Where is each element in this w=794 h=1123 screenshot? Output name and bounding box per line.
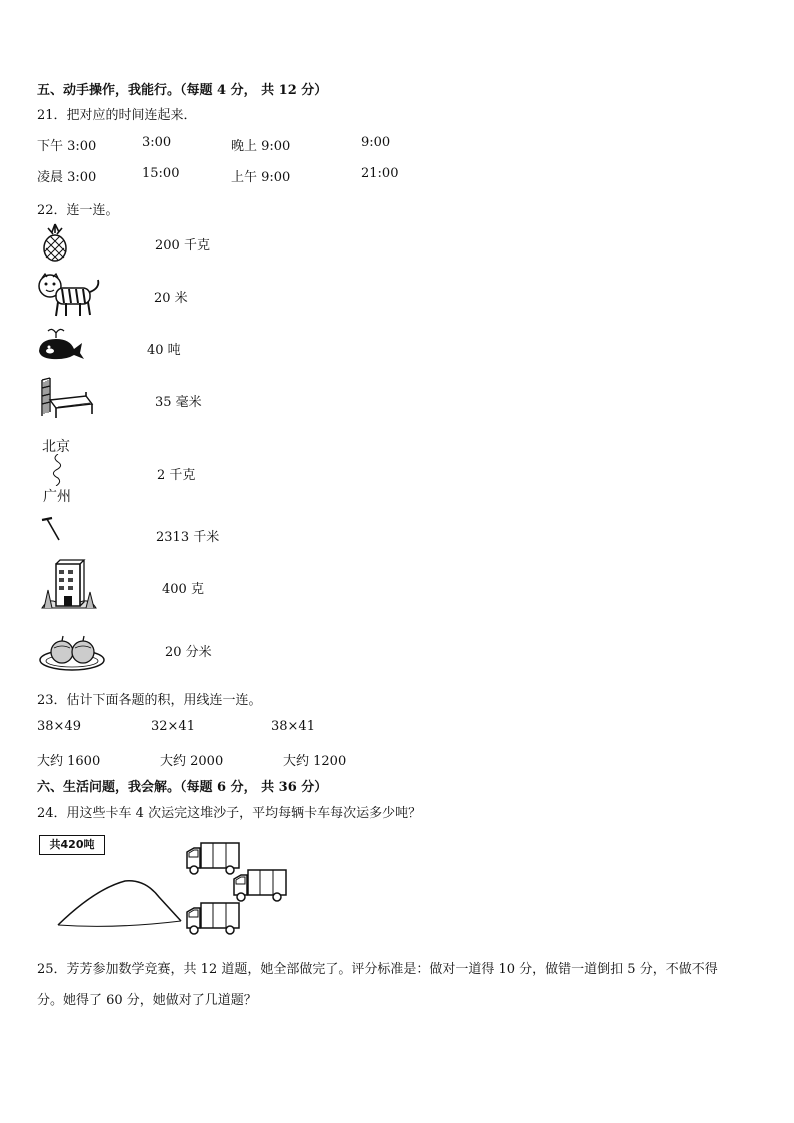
- sand-pile-icon: [55, 875, 185, 930]
- apples-plate-icon: [38, 630, 108, 672]
- q21-r1-c4: 9:00: [361, 135, 391, 150]
- q25-line-1: 25．芳芳参加数学竞赛，共 12 道题，她全部做完了。评分标准是：做对一道得 10 分，做错一道倒扣 5 分，不做不得: [37, 962, 718, 977]
- q22-label-7: 400 克: [162, 582, 204, 597]
- q22-label-1: 200 千克: [155, 238, 210, 253]
- q23-estimate-2: 大约 2000: [160, 754, 224, 769]
- q21-r2-c3: 上午 9:00: [231, 170, 291, 185]
- q22-label-4: 35 毫米: [155, 395, 202, 410]
- q25-line-2: 分。她得了 60 分，她做对了几道题？: [37, 993, 257, 1008]
- q23-estimate-1: 大约 1600: [37, 754, 101, 769]
- map-city-bottom: 广州: [43, 489, 71, 505]
- q22-stem: 22．连一连。: [37, 203, 119, 218]
- q22-label-5: 2 千克: [157, 468, 196, 483]
- building-icon: [38, 558, 98, 612]
- map-city-top: 北京: [42, 439, 70, 455]
- q23-stem: 23．估计下面各题的积，用线连一连。: [37, 693, 262, 708]
- q21-r2-c2: 15:00: [142, 166, 180, 181]
- q22-label-8: 20 分米: [165, 645, 212, 660]
- truck-icon-2: [231, 867, 289, 903]
- q21-r1-c3: 晚上 9:00: [231, 139, 291, 154]
- q23-estimate-3: 大约 1200: [283, 754, 347, 769]
- q23-product-3: 38×41: [271, 719, 315, 734]
- q21-r2-c1: 凌晨 3:00: [37, 170, 97, 185]
- q21-r2-c4: 21:00: [361, 166, 399, 181]
- q23-product-2: 32×41: [151, 719, 195, 734]
- q23-product-1: 38×49: [37, 719, 81, 734]
- section-5-title: 五、动手操作，我能行。（每题 4 分， 共 12 分）: [37, 83, 328, 98]
- section-6-title: 六、生活问题，我会解。（每题 6 分， 共 36 分）: [37, 780, 328, 795]
- q22-label-3: 40 吨: [147, 343, 181, 358]
- q21-r1-c2: 3:00: [142, 135, 172, 150]
- q22-label-6: 2313 千米: [156, 530, 220, 545]
- pineapple-icon: [38, 222, 72, 262]
- bed-icon: [38, 376, 94, 420]
- q21-stem: 21．把对应的时间连起来．: [37, 108, 197, 123]
- nail-icon: [40, 516, 62, 542]
- route-map-icon: [40, 436, 84, 506]
- q24-stem: 24．用这些卡车 4 次运完这堆沙子，平均每辆卡车每次运多少吨？: [37, 806, 422, 821]
- whale-icon: [36, 327, 86, 361]
- truck-icon-3: [184, 900, 242, 936]
- sand-total-sign: 共420吨: [39, 835, 105, 855]
- tiger-icon: [36, 272, 102, 318]
- q21-r1-c1: 下午 3:00: [37, 139, 97, 154]
- q22-label-2: 20 米: [154, 291, 188, 306]
